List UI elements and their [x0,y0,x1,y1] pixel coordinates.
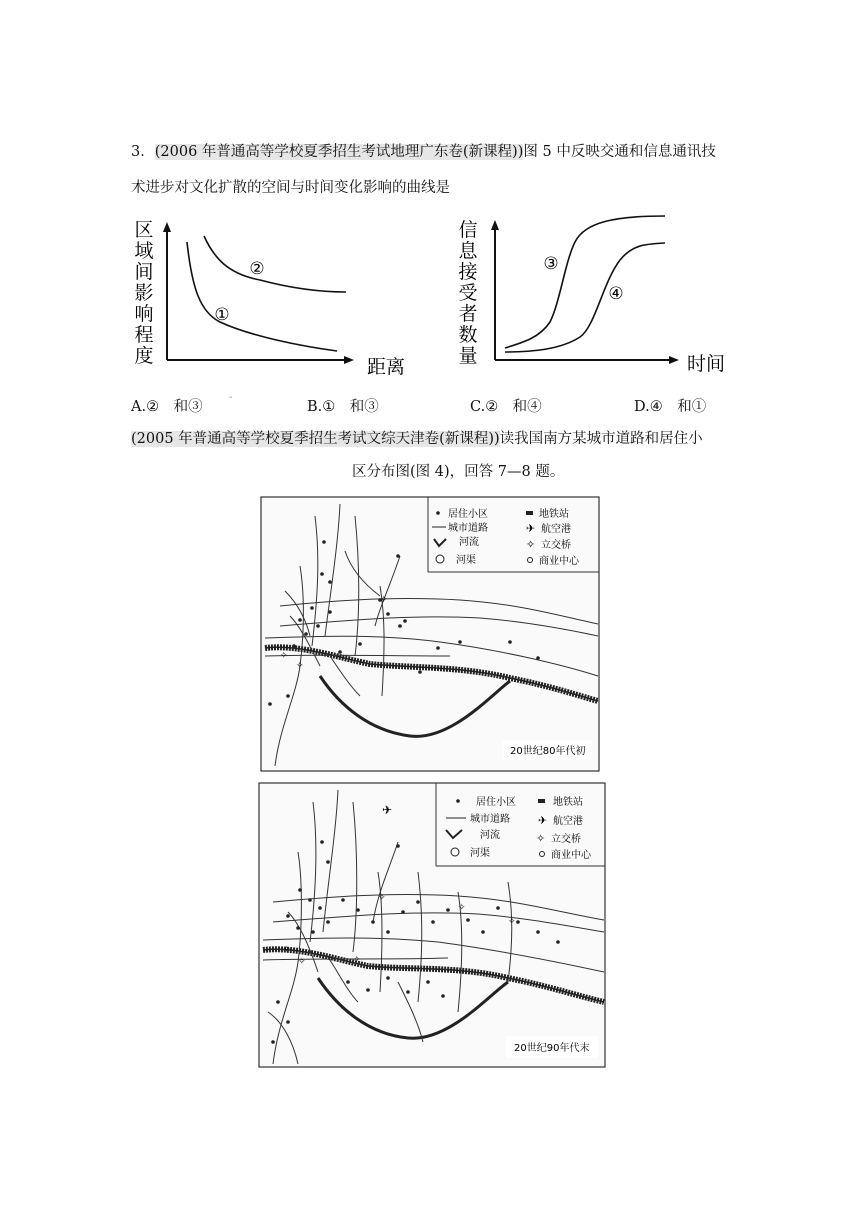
left-ylabel-char: 响 [134,303,154,325]
airport-marker-icon: ✈ [382,803,393,817]
right-ylabel-char: 息 [458,240,478,262]
question-source: (2005 年普通高等学校夏季招生考试文综天津卷(新课程)) [131,431,500,447]
left-x-arrow [344,356,354,364]
right-y-arrow [491,220,499,230]
option-d: D.④ 和① [634,399,707,415]
question-3-line-2: 术进步对文化扩散的空间与时间变化影响的曲线是 [131,180,450,196]
right-ylabel-char: 量 [458,345,478,367]
svg-text:✧: ✧ [508,917,516,927]
svg-text:✧: ✧ [458,903,466,913]
svg-text:河渠: 河渠 [456,555,476,566]
right-ylabel-char: 接 [458,261,478,283]
interchange-icon: ✧ [536,832,546,845]
stray-mark: - [229,392,233,403]
curve-label-4: ④ [608,284,624,304]
left-ylabel-char: 影 [134,282,154,304]
question-7-line-1 [131,429,703,449]
svg-text:立交桥: 立交桥 [541,540,571,551]
right-ylabel-char: 受 [458,282,478,304]
left-chart-ylabel [134,219,153,367]
question-source: (2006 年普通高等学校夏季招生考试地理广东卷(新课程)) [154,144,524,160]
left-y-arrow [163,222,171,232]
left-ylabel-char: 域 [134,240,154,262]
map-1980s [260,496,600,772]
option-a: A.② 和③ [131,399,203,415]
map-top-caption: 20世纪80年代初 [510,746,586,757]
right-ylabel-char: 数 [458,324,478,346]
question-text: 图 5 中反映交通和信息通讯技 [523,144,716,160]
option-b: B.① 和③ [307,399,379,415]
svg-text:✧: ✧ [283,945,291,955]
left-ylabel-char: 区 [134,219,154,241]
question-number: 3． [131,144,155,160]
curve-label-1: ① [214,305,230,325]
svg-text:✧: ✧ [296,661,304,671]
chart-left-distance [130,218,406,378]
metro-icon [526,511,533,515]
svg-text:✧: ✧ [380,595,388,605]
left-ylabel-char: 程 [134,324,154,346]
airport-icon: ✈ [526,522,536,535]
svg-text:河流: 河流 [459,537,479,548]
right-ylabel-char: 信 [458,219,478,241]
svg-text:✧: ✧ [298,957,306,967]
chart-right-time [455,212,745,378]
svg-text:✧: ✧ [378,893,386,903]
metro-icon [538,799,545,803]
curve-2 [204,236,346,292]
svg-text:商业中心: 商业中心 [551,850,591,861]
interchange-icon: ✧ [526,538,536,551]
question-7-line-2: 区分布图(图 4)，回答 7—8 题。 [352,464,565,480]
curve-4 [505,243,665,352]
svg-text:城市道路: 城市道路 [470,814,510,825]
left-ylabel-char: 间 [134,261,154,283]
airport-icon: ✈ [538,814,548,827]
map-bottom-caption: 20世纪90年代末 [514,1043,590,1054]
svg-text:地铁站: 地铁站 [553,797,583,808]
right-chart-ylabel [458,219,478,367]
svg-text:居住小区: 居住小区 [476,797,516,808]
right-x-label: 时间 [687,353,726,375]
question-text: 读我国南方某城市道路和居住小 [499,431,703,447]
residential-icon [456,799,460,803]
left-ylabel-char: 度 [134,345,154,367]
svg-text:航空港: 航空港 [541,524,571,535]
svg-text:✧: ✧ [280,651,288,661]
question-3-line-1 [131,142,716,162]
svg-text:河渠: 河渠 [470,848,490,859]
svg-text:立交桥: 立交桥 [551,834,581,845]
left-x-label: 距离 [367,356,406,378]
svg-text:✧: ✧ [353,955,361,965]
svg-text:地铁站: 地铁站 [539,509,569,520]
svg-text:航空港: 航空港 [553,816,583,827]
svg-text:城市道路: 城市道路 [448,523,488,534]
svg-text:商业中心: 商业中心 [539,556,579,567]
svg-text:居住小区: 居住小区 [448,509,488,520]
curve-3 [505,216,665,348]
curve-label-3: ③ [543,254,559,274]
residential-icon [436,511,440,515]
option-c: C.② 和④ [470,399,542,415]
right-x-arrow [669,356,679,364]
svg-text:河流: 河流 [480,830,500,841]
right-ylabel-char: 者 [458,303,478,325]
curve-label-2: ② [249,259,265,279]
map-1990s [258,782,606,1068]
